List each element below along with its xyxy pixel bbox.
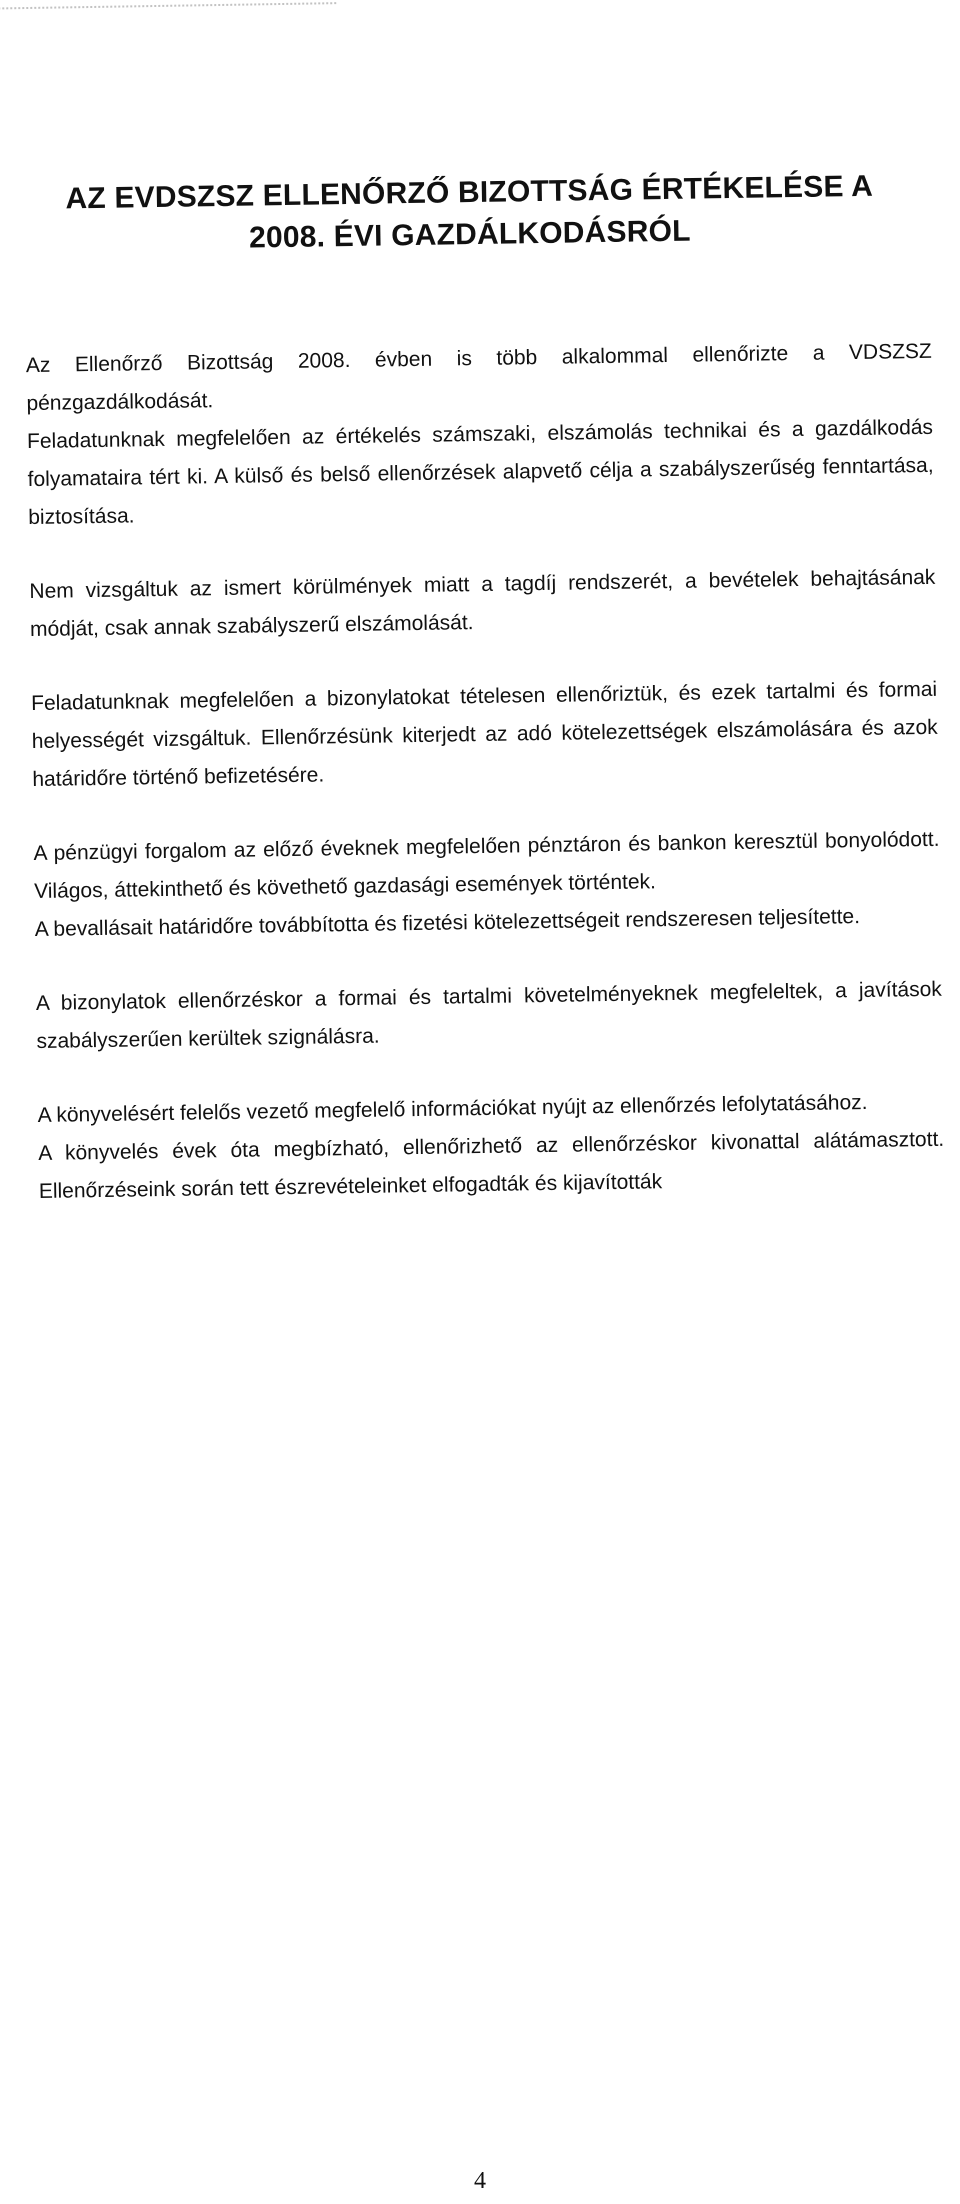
paragraph-text: Az Ellenőrző Bizottság 2008. évben is több alkalommal ellenőrizte a VDSZSZ pénzgazdálkodását. xyxy=(25,339,932,416)
paragraph-text: A könyvelés évek óta megbízható, ellenőrizhető az ellenőrzéskor kivonattal alátámasztott. Ellenőrzéseink során tett észrevételeinket elfogadták és kijavították xyxy=(38,1127,945,1203)
paragraph-membership-fee xyxy=(29,559,936,649)
paragraph-voucher-requirements xyxy=(36,971,943,1061)
paragraph-bookkeeping xyxy=(37,1083,945,1211)
paragraph-text: Feladatunknak megfelelően az értékelés számszaki, elszámolás technikai és a gazdálkodás folyamataira tért ki. A külső és belső ellenőrzések alapvető célja a szabályszerűség fenntartása, biztosítása. xyxy=(26,415,934,530)
paragraph-text: A pénzügyi forgalom az előző éveknek megfelelően pénztáron és bankon keresztül bonyolódott. Világos, áttekinthető és követhető gazdasági események történtek. xyxy=(33,827,940,904)
document-body xyxy=(26,333,945,1211)
paragraph-financial-traffic xyxy=(33,821,941,949)
document-title xyxy=(0,165,950,264)
paragraph-vouchers xyxy=(31,671,939,799)
paragraph-inspection xyxy=(26,333,935,537)
paragraph-text: A bizonylatok ellenőrzéskor a formai és tartalmi követelményeknek megfeleltek, a javítások szabályszerűen kerültek szignálásra. xyxy=(35,977,942,1053)
page-number: 4 xyxy=(474,2168,486,2194)
title-line-2: 2008. ÉVI GAZDÁLKODÁSRÓL xyxy=(248,214,691,255)
paragraph-text: A könyvelésért felelős vezető megfelelő információkat nyújt az ellenőrzés lefolytatásához. xyxy=(37,1090,868,1127)
paragraph-text: Feladatunknak megfelelően a bizonylatokat tételesen ellenőriztük, és ezek tartalmi és formai helyességét vizsgáltuk. Ellenőrzésünk kiterjedt az adó kötelezettségek elszámolására és azok határidőre történő befizetésére. xyxy=(31,677,938,792)
scanned-header-strip xyxy=(0,2,336,15)
title-line-1: AZ EVDSZSZ ELLENŐRZŐ BIZOTTSÁG ÉRTÉKELÉSE A xyxy=(65,169,874,216)
paragraph-text: Nem vizsgáltuk az ismert körülmények miatt a tagdíj rendszerét, a bevételek behajtásának módját, csak annak szabályszerű elszámolását. xyxy=(29,565,936,642)
paragraph-text: A bevallásait határidőre továbbította és fizetési kötelezettségeit rendszeresen teljesítette. xyxy=(34,905,861,941)
